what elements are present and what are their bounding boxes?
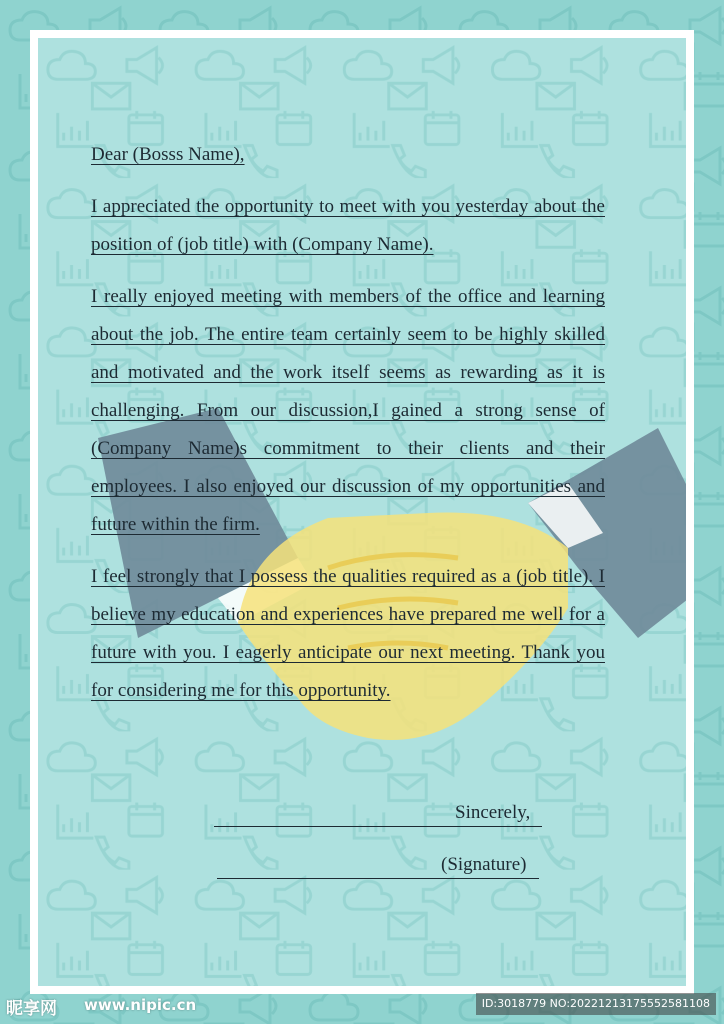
closing: Sincerely,	[455, 802, 531, 823]
watermark-id: ID:3018779 NO:20221213175552581108	[476, 993, 716, 1015]
watermark-logo: 昵享网	[6, 999, 57, 1019]
signature: (Signature)	[441, 854, 527, 875]
salutation: Dear (Bosss Name),	[91, 144, 245, 165]
watermark-url: www.nipic.cn	[84, 996, 197, 1014]
paragraph-3: I feel strongly that I possess the qualities required as a (job title). I believe my education and experiences have prepared me well for a future with you. I eagerly anticipate our next meeting. Thank you for considering me for this opportunity.	[91, 566, 605, 701]
paragraph-2: I really enjoyed meeting with members of the office and learning about the job. The entire team certainly seem to be highly skilled and motivated and the work itself seems as rewarding as it is challenging. From our discussion,I gained a strong sense of (Company Name)s commitment to their clients and their employees. I also enjoyed our discussion of my opportunities and future within the firm.	[91, 286, 605, 535]
letter-body	[91, 136, 605, 724]
closing-line	[214, 826, 542, 827]
paragraph-1: I appreciated the opportunity to meet with you yesterday about the position of (job title) with (Company Name).	[91, 196, 605, 255]
signature-line	[217, 878, 539, 879]
